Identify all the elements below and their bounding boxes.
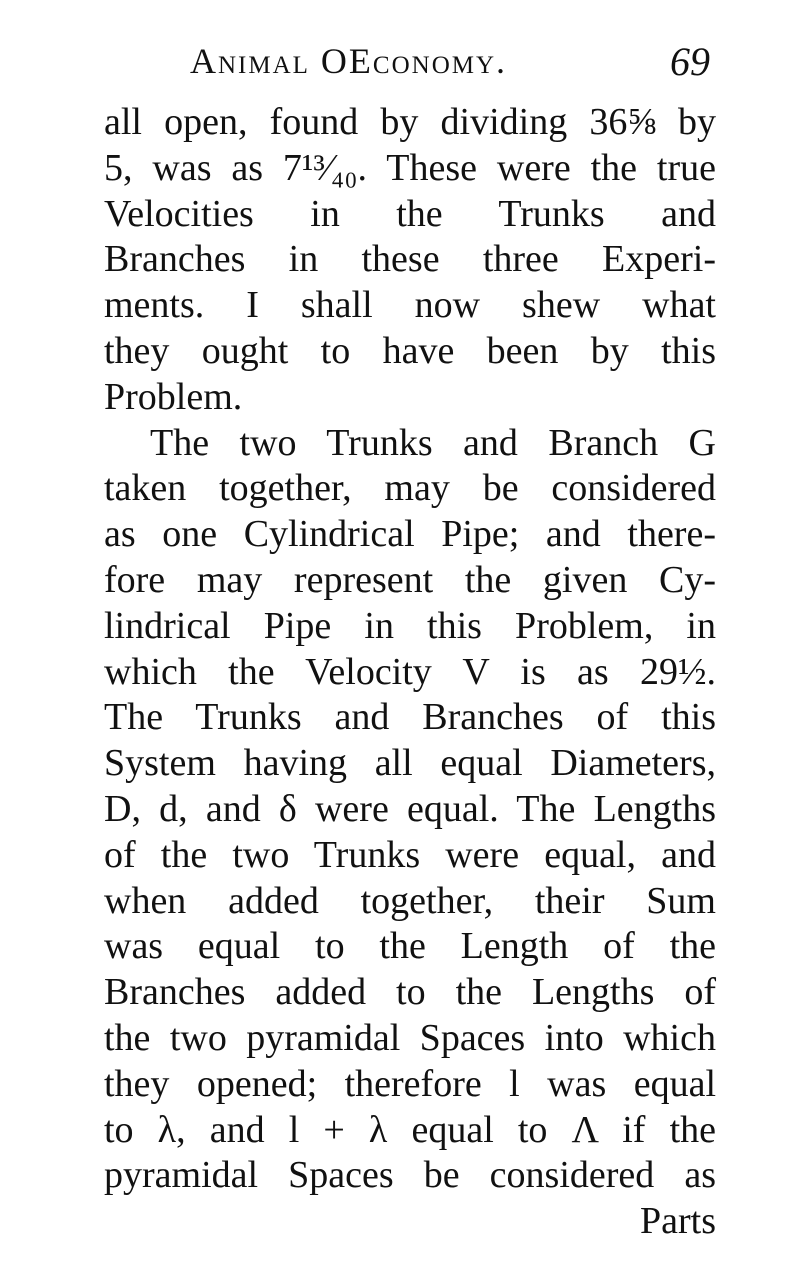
text-line: the two pyramidal Spaces into which [104, 1016, 716, 1059]
text-line: taken together, may be considered [104, 467, 716, 510]
text-line: which the Velocity V is as 29½. [104, 650, 716, 693]
text-line: Branches added to the Lengths of [104, 971, 716, 1014]
text-line: they opened; therefore l was equal [104, 1062, 716, 1105]
catchword: Parts [640, 1200, 716, 1243]
text-line: 5, was as 7¹³⁄₄₀. These were the true [104, 146, 716, 189]
text-line: System having all equal Diameters, [104, 742, 716, 785]
text-line: D, d, and δ were equal. The Lengths [104, 787, 716, 830]
running-head [190, 38, 710, 94]
text-line: lindrical Pipe in this Problem, in [104, 604, 716, 647]
text-line: The two Trunks and Branch G [150, 421, 716, 464]
running-title: Animal OEconomy. [190, 41, 508, 81]
text-line: was equal to the Length of the [104, 925, 716, 968]
text-line: as one Cylindrical Pipe; and there- [104, 513, 716, 556]
page-number: 69 [670, 39, 710, 84]
text-line: all open, found by dividing 36⅝ by [104, 101, 716, 143]
text-line: Problem. [104, 375, 243, 418]
text-line: ments. I shall now shew what [104, 284, 716, 327]
text-line: they ought to have been by this [104, 329, 716, 372]
text-line: Velocities in the Trunks and [104, 192, 716, 235]
text-line: Branches in these three Experi- [104, 238, 716, 281]
text-line: to λ, and l + λ equal to Λ if the [104, 1108, 716, 1151]
text-line: The Trunks and Branches of this [104, 696, 716, 739]
text-line: fore may represent the given Cy- [104, 558, 716, 601]
body-text [104, 100, 716, 1245]
text-line: of the two Trunks were equal, and [104, 833, 716, 876]
text-line: pyramidal Spaces be considered as [104, 1154, 716, 1197]
text-line: when added together, their Sum [104, 879, 716, 922]
